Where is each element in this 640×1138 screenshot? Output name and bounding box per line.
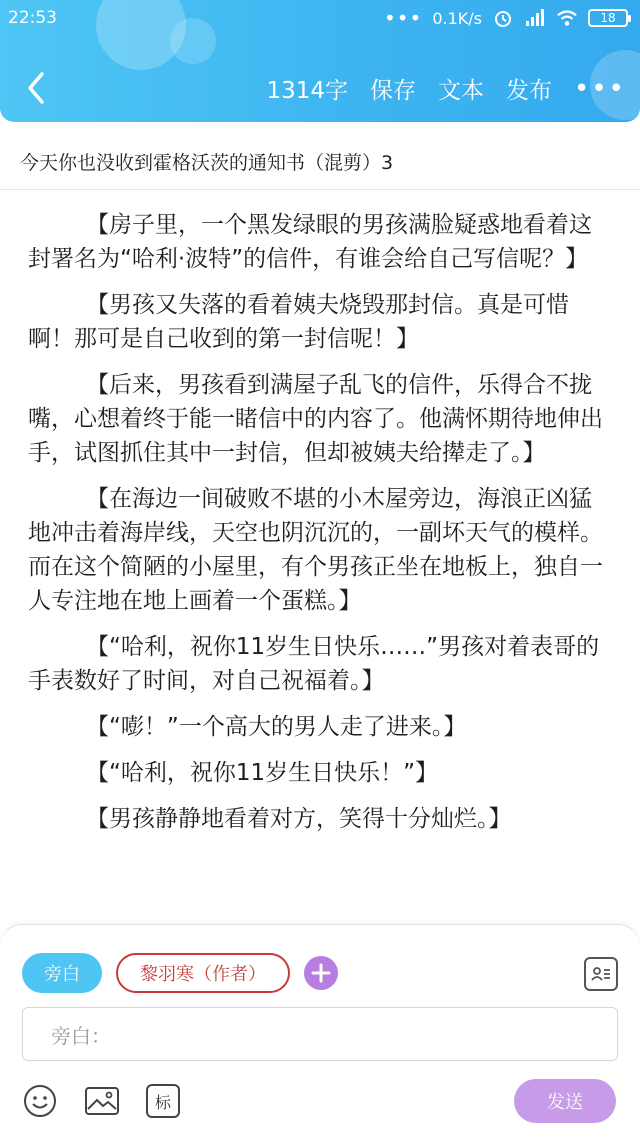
back-button[interactable] (18, 68, 54, 108)
status-bar (0, 0, 640, 40)
save-button[interactable]: 保存 (369, 78, 416, 104)
story-content (28, 196, 612, 846)
role-selector (22, 953, 338, 993)
message-input[interactable]: 旁白： (22, 1007, 618, 1061)
add-role-button[interactable] (304, 956, 338, 990)
story-paragraph[interactable]: 【后来，男孩看到满屋子乱飞的信件，乐得合不拢嘴，心想着终于能一睹信中的内容了。他满怀期待地伸出手，试图抓住其中一封信，但却被姨夫给撵走了。】 (28, 372, 603, 466)
composer-panel (0, 924, 640, 1138)
story-paragraph[interactable]: 【在海边一间破败不堪的小木屋旁边，海浪正凶猛地冲击着海岸线，天空也阴沉沉的，一副坏天气的模样。而在这个简陋的小屋里，有个男孩正坐在地板上，独自一人专注地在地上画着一个蛋糕。】 (28, 486, 603, 614)
alarm-icon (492, 7, 514, 29)
notification-dots: ••• (383, 6, 423, 30)
document-title[interactable]: 今天你也没收到霍格沃茨的通知书（混剪）3 (0, 134, 640, 190)
story-paragraph[interactable]: 【房子里，一个黑发绿眼的男孩满脸疑惑地看着这封署名为“哈利·波特”的信件，有谁会给自己写信呢？】 (28, 212, 592, 272)
status-indicators (384, 6, 628, 30)
story-paragraph[interactable]: 【男孩又失落的看着姨夫烧毁那封信。真是可惜啊！那可是自己收到的第一封信呢！】 (28, 292, 569, 352)
story-paragraph[interactable]: 【“嘭！”一个高大的男人走了进来。】 (86, 714, 467, 740)
battery-indicator: 18 (588, 9, 628, 27)
story-paragraph[interactable]: 【“哈利，祝你11岁生日快乐……”男孩对着表哥的手表数好了时间，对自己祝福着。】 (28, 634, 600, 694)
editor-toolbar (0, 64, 640, 114)
toolbar-actions (266, 72, 626, 105)
send-button[interactable]: 发送 (514, 1079, 616, 1123)
image-icon (84, 1085, 120, 1117)
smiley-icon (23, 1084, 57, 1118)
story-paragraph[interactable]: 【“哈利，祝你11岁生日快乐！”】 (86, 760, 439, 786)
word-count: 1314字 (266, 78, 348, 104)
network-speed: 0.1K/s (432, 8, 482, 28)
chevron-left-icon (26, 71, 46, 105)
wifi-icon (556, 7, 578, 29)
composer-tools (22, 1083, 180, 1119)
status-time: 22:53 (8, 8, 57, 28)
more-options-button[interactable]: ••• (573, 73, 626, 104)
role-chip-author[interactable]: 黎羽寒（作者） (116, 953, 290, 993)
story-paragraph[interactable]: 【男孩静静地看着对方，笑得十分灿烂。】 (86, 806, 512, 832)
signal-icon (524, 7, 546, 29)
publish-button[interactable]: 发布 (505, 78, 552, 104)
image-button[interactable] (84, 1083, 120, 1119)
contact-card-icon (589, 962, 613, 986)
emoji-button[interactable] (22, 1083, 58, 1119)
text-mode-button[interactable]: 文本 (437, 78, 484, 104)
plus-icon (311, 963, 331, 983)
role-chip-narrator[interactable]: 旁白 (22, 953, 102, 993)
tag-button[interactable]: 标 (146, 1084, 180, 1118)
character-list-button[interactable] (584, 957, 618, 991)
app-header (0, 0, 640, 122)
